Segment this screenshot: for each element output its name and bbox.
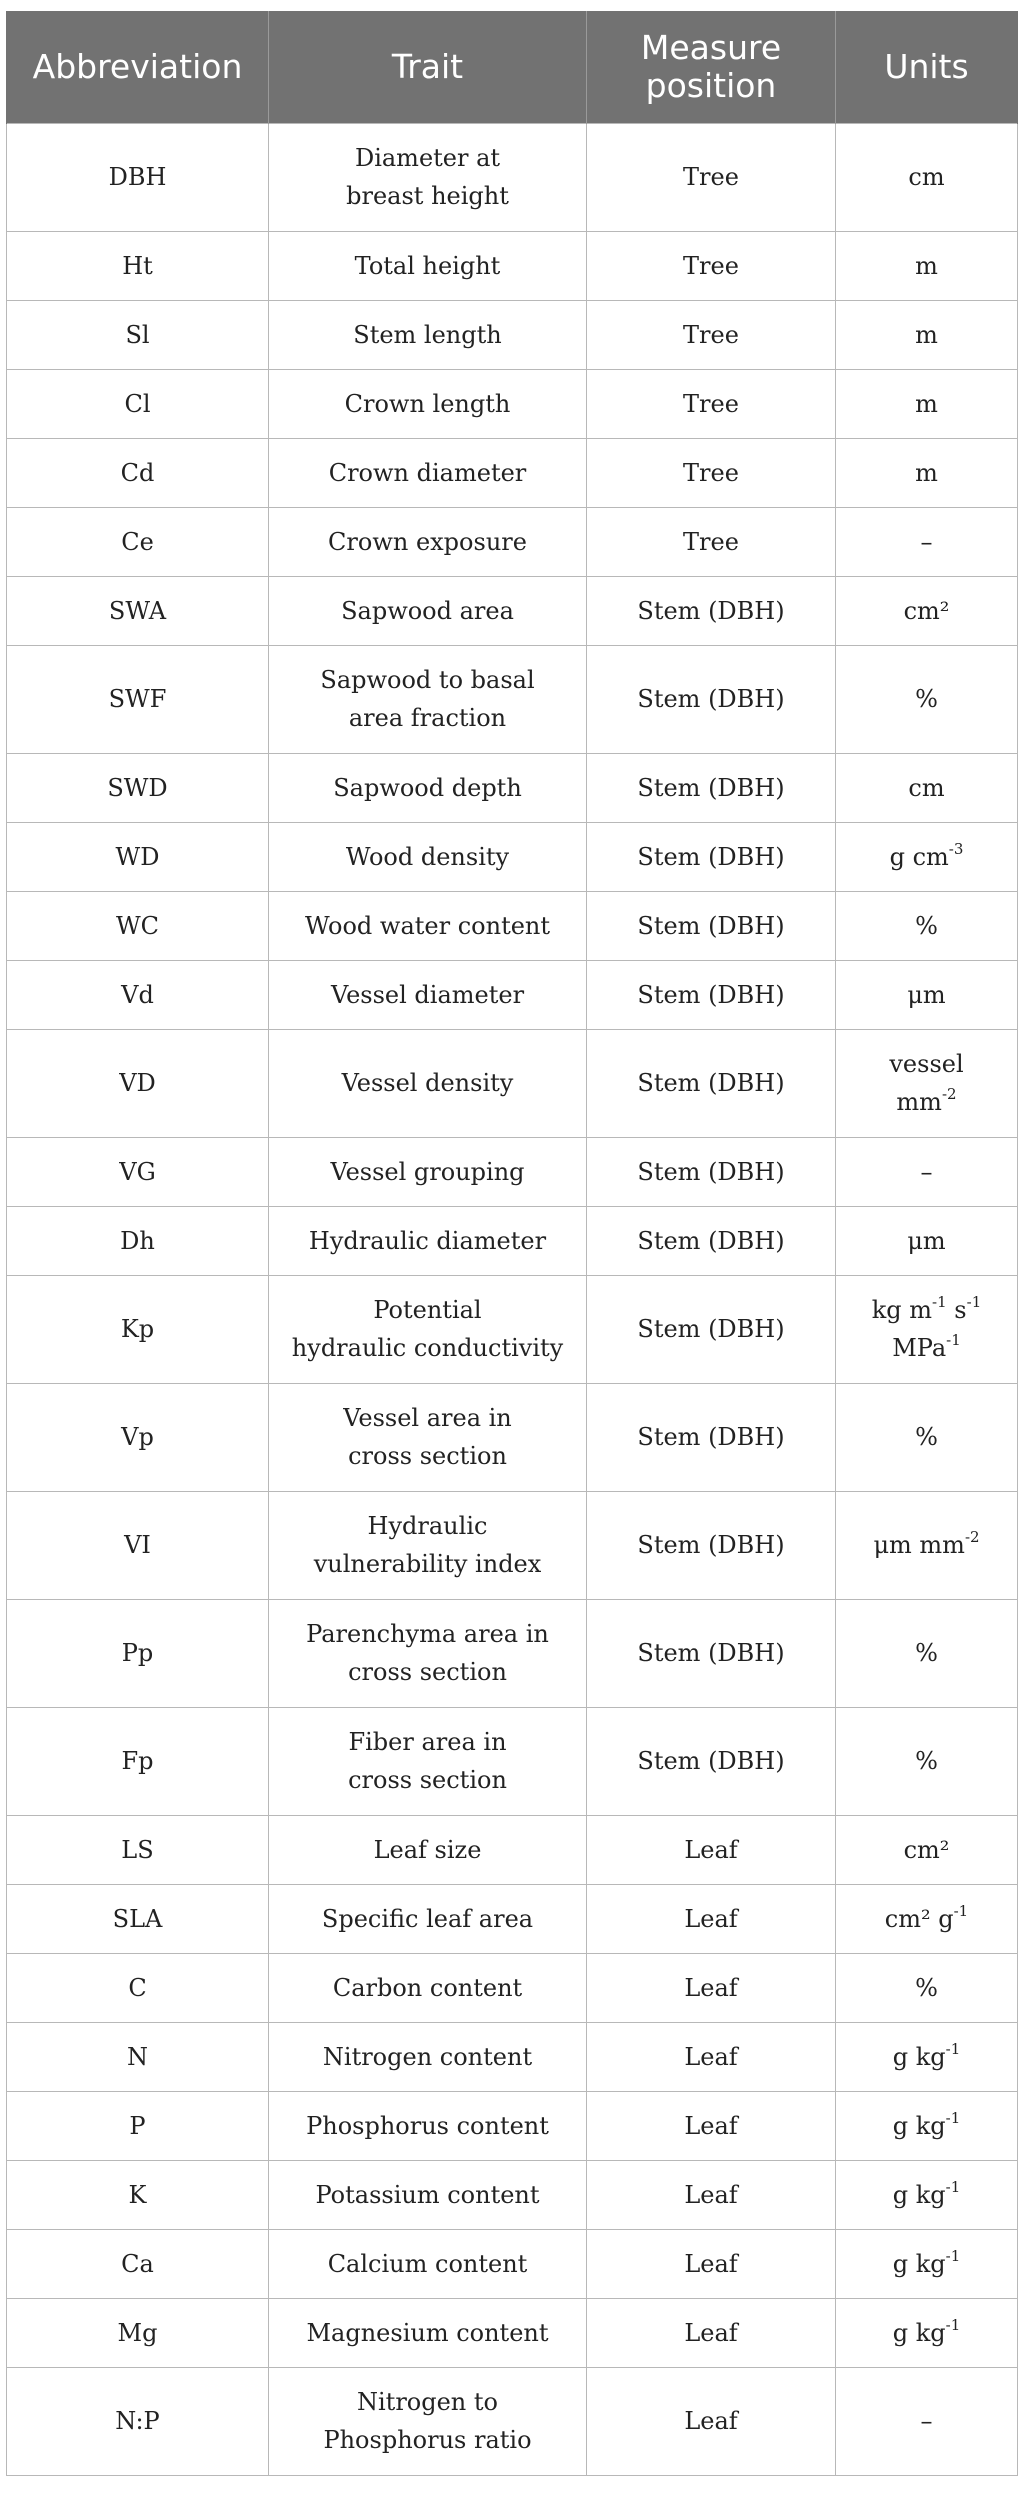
trait-line2: cross section (348, 1442, 507, 1470)
cell-trait: Magnesium content (269, 2298, 587, 2367)
trait-line1: Parenchyma area in (306, 1620, 549, 1648)
cell-abbreviation: Sl (7, 300, 269, 369)
cell-trait: Nitrogen content (269, 2022, 587, 2091)
trait-line2: cross section (348, 1658, 507, 1686)
cell-units: cm² (836, 576, 1018, 645)
cell-trait (269, 2367, 587, 2475)
table-row (7, 123, 1018, 231)
trait-line2: Phosphorus ratio (323, 2426, 532, 2454)
cell-abbreviation: K (7, 2160, 269, 2229)
units-base: s (946, 1296, 967, 1324)
trait-line2: breast height (346, 182, 509, 210)
cell-measure-position: Leaf (587, 2022, 836, 2091)
units-base: g kg (892, 2180, 946, 2209)
table-row (7, 1491, 1018, 1599)
cell-measure-position: Stem (DBH) (587, 1275, 836, 1383)
cell-abbreviation: Dh (7, 1206, 269, 1275)
units-superscript: -1 (953, 1901, 969, 1920)
cell-abbreviation: Mg (7, 2298, 269, 2367)
cell-measure-position: Stem (DBH) (587, 753, 836, 822)
table-row (7, 2022, 1018, 2091)
cell-abbreviation: SLA (7, 1884, 269, 1953)
cell-trait: Vessel grouping (269, 1137, 587, 1206)
cell-measure-position: Stem (DBH) (587, 645, 836, 753)
table-row (7, 2160, 1018, 2229)
header-measure-position-line2: position (645, 65, 777, 105)
cell-trait (269, 1383, 587, 1491)
cell-trait (269, 123, 587, 231)
cell-measure-position: Leaf (587, 2367, 836, 2475)
units-superscript: -1 (932, 1293, 947, 1311)
cell-measure-position: Stem (DBH) (587, 1137, 836, 1206)
table-row (7, 231, 1018, 300)
cell-measure-position: Leaf (587, 1815, 836, 1884)
units-base: cm² g (884, 1904, 954, 1933)
cell-units: – (836, 507, 1018, 576)
table-row (7, 1029, 1018, 1137)
cell-abbreviation: VD (7, 1029, 269, 1137)
cell-trait: Sapwood area (269, 576, 587, 645)
cell-units: m (836, 300, 1018, 369)
table-row (7, 507, 1018, 576)
table-row (7, 822, 1018, 891)
cell-measure-position: Stem (DBH) (587, 822, 836, 891)
cell-measure-position: Tree (587, 123, 836, 231)
cell-measure-position: Tree (587, 300, 836, 369)
cell-abbreviation: Vp (7, 1383, 269, 1491)
cell-units (836, 2229, 1018, 2298)
cell-measure-position: Stem (DBH) (587, 1599, 836, 1707)
cell-abbreviation: C (7, 1953, 269, 2022)
trait-line1: Vessel area in (343, 1404, 512, 1432)
cell-units (836, 822, 1018, 891)
table-row (7, 1815, 1018, 1884)
units-base: g kg (892, 2318, 946, 2347)
cell-trait (269, 1275, 587, 1383)
header-measure-position (587, 11, 836, 123)
cell-measure-position: Leaf (587, 2298, 836, 2367)
cell-measure-position: Leaf (587, 2229, 836, 2298)
cell-units (836, 1029, 1018, 1137)
units-base: g cm (889, 842, 949, 871)
units-superscript: -1 (945, 2177, 961, 2196)
trait-line1: Nitrogen to (357, 2388, 498, 2416)
cell-units: % (836, 1383, 1018, 1491)
units-base: mm (896, 1088, 942, 1116)
cell-trait (269, 1707, 587, 1815)
cell-abbreviation: SWA (7, 576, 269, 645)
table-row (7, 1383, 1018, 1491)
table-row (7, 438, 1018, 507)
cell-trait: Crown diameter (269, 438, 587, 507)
trait-line2: cross section (348, 1766, 507, 1794)
units-superscript: -1 (945, 2246, 961, 2265)
cell-trait (269, 1599, 587, 1707)
units-base: kg m (871, 1296, 933, 1324)
table-row (7, 960, 1018, 1029)
cell-measure-position: Stem (DBH) (587, 1206, 836, 1275)
cell-abbreviation: DBH (7, 123, 269, 231)
cell-abbreviation: SWD (7, 753, 269, 822)
table-row (7, 1206, 1018, 1275)
cell-units: cm (836, 753, 1018, 822)
units-base: g kg (892, 2042, 946, 2071)
cell-trait: Phosphorus content (269, 2091, 587, 2160)
cell-units (836, 1275, 1018, 1383)
cell-trait (269, 1491, 587, 1599)
cell-abbreviation: N:P (7, 2367, 269, 2475)
cell-units: – (836, 2367, 1018, 2475)
table-row (7, 1599, 1018, 1707)
units-superscript: -1 (966, 1293, 982, 1311)
cell-abbreviation: Cl (7, 369, 269, 438)
cell-units (836, 2091, 1018, 2160)
units-line1: vessel (889, 1050, 964, 1078)
cell-units: % (836, 645, 1018, 753)
cell-trait: Stem length (269, 300, 587, 369)
cell-measure-position: Stem (DBH) (587, 891, 836, 960)
trait-line2: vulnerability index (313, 1550, 542, 1578)
cell-trait: Crown exposure (269, 507, 587, 576)
cell-measure-position: Tree (587, 369, 836, 438)
cell-units (836, 2298, 1018, 2367)
cell-trait: Wood density (269, 822, 587, 891)
cell-trait: Wood water content (269, 891, 587, 960)
cell-abbreviation: LS (7, 1815, 269, 1884)
table-row (7, 2298, 1018, 2367)
cell-abbreviation: Ht (7, 231, 269, 300)
table-row (7, 2367, 1018, 2475)
cell-units: % (836, 891, 1018, 960)
cell-units: cm (836, 123, 1018, 231)
cell-trait: Total height (269, 231, 587, 300)
table-row (7, 2229, 1018, 2298)
cell-abbreviation: Cd (7, 438, 269, 507)
cell-units (836, 2160, 1018, 2229)
trait-line2: hydraulic conductivity (291, 1334, 564, 1362)
cell-measure-position: Stem (DBH) (587, 1707, 836, 1815)
table-row (7, 645, 1018, 753)
cell-units (836, 1884, 1018, 1953)
cell-units: % (836, 1707, 1018, 1815)
table-row (7, 1953, 1018, 2022)
trait-line1: Fiber area in (348, 1728, 507, 1756)
cell-abbreviation: Pp (7, 1599, 269, 1707)
cell-trait (269, 645, 587, 753)
table-row (7, 300, 1018, 369)
units-superscript: -1 (945, 2315, 961, 2334)
table-row (7, 753, 1018, 822)
cell-measure-position: Stem (DBH) (587, 1383, 836, 1491)
table-row (7, 1275, 1018, 1383)
table-row (7, 576, 1018, 645)
cell-abbreviation: Fp (7, 1707, 269, 1815)
cell-trait: Carbon content (269, 1953, 587, 2022)
units-superscript: -2 (964, 1528, 980, 1546)
cell-measure-position: Tree (587, 231, 836, 300)
cell-trait: Calcium content (269, 2229, 587, 2298)
cell-abbreviation: VI (7, 1491, 269, 1599)
units-base: g kg (892, 2111, 946, 2140)
cell-measure-position: Leaf (587, 2160, 836, 2229)
units-base: g kg (892, 2249, 946, 2278)
cell-trait: Specific leaf area (269, 1884, 587, 1953)
cell-units: m (836, 438, 1018, 507)
cell-abbreviation: VG (7, 1137, 269, 1206)
cell-units: % (836, 1953, 1018, 2022)
table-row (7, 891, 1018, 960)
cell-abbreviation: Ce (7, 507, 269, 576)
trait-line1: Potential (373, 1296, 482, 1324)
cell-abbreviation: Vd (7, 960, 269, 1029)
cell-measure-position: Tree (587, 438, 836, 507)
cell-units: cm² (836, 1815, 1018, 1884)
cell-measure-position: Leaf (587, 1884, 836, 1953)
cell-abbreviation: N (7, 2022, 269, 2091)
cell-trait: Potassium content (269, 2160, 587, 2229)
cell-units: m (836, 231, 1018, 300)
cell-abbreviation: Ca (7, 2229, 269, 2298)
cell-measure-position: Stem (DBH) (587, 960, 836, 1029)
cell-abbreviation: WD (7, 822, 269, 891)
table-row (7, 1707, 1018, 1815)
trait-line2: area fraction (348, 704, 507, 732)
trait-line1: Diameter at (354, 144, 501, 172)
table-header-row (7, 11, 1018, 123)
cell-abbreviation: SWF (7, 645, 269, 753)
cell-trait: Sapwood depth (269, 753, 587, 822)
cell-units: % (836, 1599, 1018, 1707)
trait-line1: Hydraulic (367, 1512, 488, 1540)
traits-table-container (6, 11, 1017, 2476)
table-row (7, 369, 1018, 438)
cell-measure-position: Tree (587, 507, 836, 576)
cell-trait: Crown length (269, 369, 587, 438)
units-superscript: -1 (945, 2108, 961, 2127)
cell-units: μm (836, 1206, 1018, 1275)
units-base: μm mm (873, 1531, 965, 1559)
cell-measure-position: Stem (DBH) (587, 1491, 836, 1599)
cell-measure-position: Leaf (587, 2091, 836, 2160)
units-superscript: -1 (945, 2039, 961, 2058)
cell-units: μm (836, 960, 1018, 1029)
units-superscript: -1 (946, 1331, 961, 1349)
units-superscript: -2 (941, 1085, 957, 1103)
cell-trait: Vessel density (269, 1029, 587, 1137)
cell-units: – (836, 1137, 1018, 1206)
cell-units (836, 2022, 1018, 2091)
cell-abbreviation: P (7, 2091, 269, 2160)
header-units: Units (836, 11, 1018, 123)
cell-trait: Leaf size (269, 1815, 587, 1884)
traits-table (6, 11, 1018, 2476)
units-superscript: -3 (948, 839, 964, 858)
table-row (7, 1137, 1018, 1206)
cell-trait: Hydraulic diameter (269, 1206, 587, 1275)
cell-abbreviation: WC (7, 891, 269, 960)
cell-abbreviation: Kp (7, 1275, 269, 1383)
cell-units (836, 1491, 1018, 1599)
cell-measure-position: Stem (DBH) (587, 1029, 836, 1137)
units-base: MPa (892, 1334, 947, 1362)
header-measure-position-line1: Measure (640, 27, 782, 67)
trait-line1: Sapwood to basal (320, 666, 535, 694)
cell-measure-position: Leaf (587, 1953, 836, 2022)
cell-measure-position: Stem (DBH) (587, 576, 836, 645)
cell-trait: Vessel diameter (269, 960, 587, 1029)
table-row (7, 1884, 1018, 1953)
table-row (7, 2091, 1018, 2160)
header-trait: Trait (269, 11, 587, 123)
cell-units: m (836, 369, 1018, 438)
header-abbreviation: Abbreviation (7, 11, 269, 123)
